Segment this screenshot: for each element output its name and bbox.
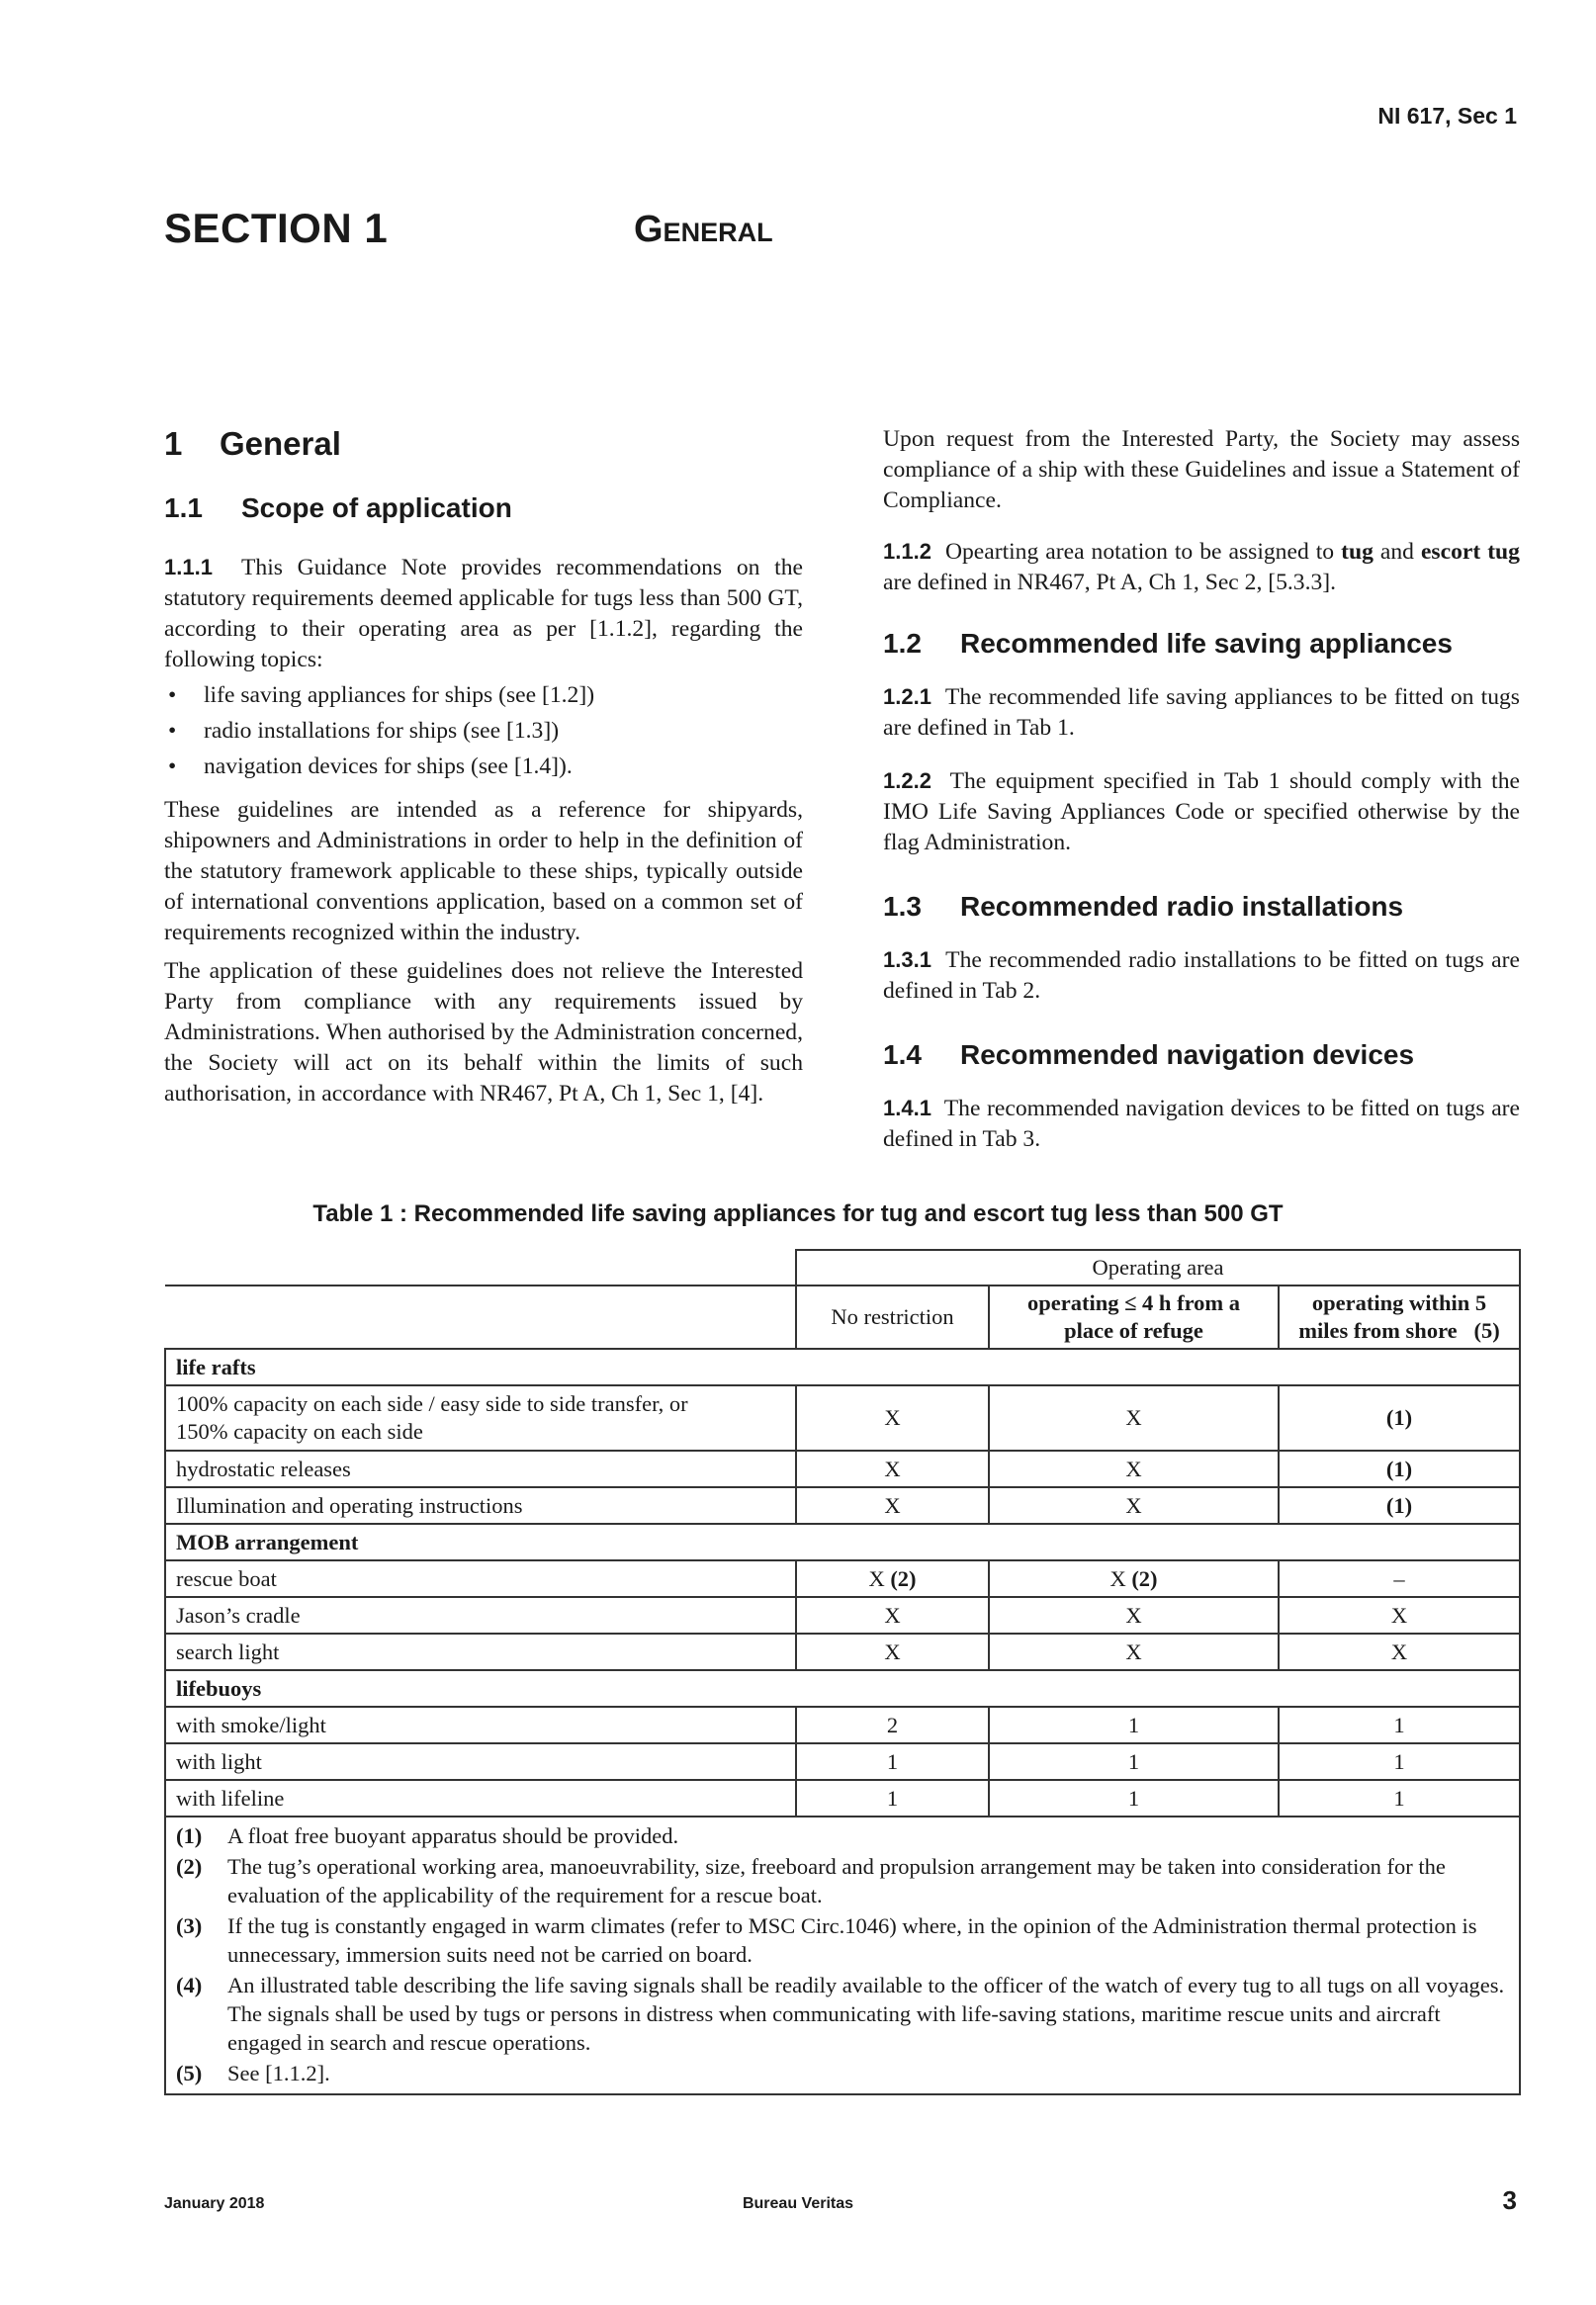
table-header-blank: [165, 1285, 796, 1349]
paragraph-statement-of-compliance: Upon request from the Interested Party, the Society may assess compliance of a ship with these Guidelines and issue a Statement of Compliance.: [883, 426, 1520, 513]
table-row: [165, 1634, 1520, 1670]
left-column: [164, 425, 803, 1109]
heading-1-number: 1: [164, 425, 183, 462]
topics-list: [164, 680, 803, 782]
table-note: [176, 1852, 1509, 1909]
row-label-line2: 150% capacity on each side: [176, 1419, 423, 1444]
table-row: [165, 1385, 1520, 1451]
paragraph-guidelines-purpose: These guidelines are intended as a reference for shipyards, shipowners and Administrations in order to help in the definition of the statutory framework applicable to these ships, typically outside of international conventions application, based on a common set of requirements recognized within the industry.: [164, 797, 803, 945]
cell-operating-5-miles: 1: [1279, 1780, 1520, 1817]
cell-no-restriction: 2: [796, 1707, 989, 1743]
table-header-row: [165, 1250, 1520, 1285]
row-label: Jason’s cradle: [165, 1597, 796, 1634]
row-label-line1: 100% capacity on each side / easy side to side transfer, or: [176, 1391, 688, 1416]
paragraph-1-1-2-number: 1.1.2: [883, 539, 931, 564]
cell-operating-5-miles: 1: [1279, 1743, 1520, 1780]
notation-escort-tug: escort tug: [1420, 539, 1520, 565]
table-note: [176, 1911, 1509, 1969]
notation-tug: tug: [1341, 539, 1374, 565]
cell-operating-5-miles: X: [1279, 1634, 1520, 1670]
note-text: An illustrated table describing the life saving signals shall be readily available to the officer of the watch of every tug to all tugs on all voyages. The signals shall be used by tugs or persons in distress when communicating with life-saving stations, maritime rescue units and aircraft engaged in search and rescue operations.: [227, 1973, 1505, 2055]
life-saving-appliances-table: [164, 1249, 1521, 2095]
header-operating-area: Operating area: [796, 1250, 1520, 1285]
paragraph-1-4-1: [883, 1093, 1520, 1155]
cell-operating-5-miles: 1: [1279, 1707, 1520, 1743]
list-item: • life saving appliances for ships (see [1.2]): [164, 680, 803, 711]
group-life-rafts: life rafts: [165, 1349, 1520, 1385]
paragraph-1-2-2-text: The equipment specified in Tab 1 should comply with the IMO Life Saving Appliances Code or specified otherwise by the flag Administration.: [883, 768, 1520, 855]
table-title: Table 1 : Recommended life saving appliances for tug and escort tug less than 500 GT: [312, 1200, 1284, 1227]
group-lifebuoys: lifebuoys: [165, 1670, 1520, 1707]
paragraph-1-1-1-number: 1.1.1: [164, 555, 213, 579]
paragraph-1-3-1-text: The recommended radio installations to be fitted on tugs are defined in Tab 2.: [883, 947, 1520, 1004]
row-label: [165, 1385, 796, 1451]
note-text: A float free buoyant apparatus should be provided.: [227, 1823, 679, 1848]
group-mob-arrangement: MOB arrangement: [165, 1524, 1520, 1560]
heading-1-4: [883, 1039, 1520, 1071]
heading-1-4-text: Recommended navigation devices: [960, 1039, 1415, 1070]
header-operating-5-miles-line2: miles from shore: [1298, 1318, 1458, 1343]
list-item: • radio installations for ships (see [1.3]): [164, 716, 803, 747]
cell-no-restriction: [796, 1560, 989, 1597]
header-operating-5-miles-line1: operating within 5: [1311, 1290, 1487, 1315]
table-header-blank: [165, 1250, 796, 1285]
cell-operating-4h: X: [989, 1385, 1279, 1451]
paragraph-1-2-1: [883, 681, 1520, 744]
table-row: [165, 1487, 1520, 1524]
cell-value: X: [1109, 1565, 1126, 1591]
header-operating-5-miles: [1279, 1285, 1520, 1349]
paragraph-1-2-2-number: 1.2.2: [883, 768, 931, 793]
heading-1-2-number: 1.2: [883, 628, 922, 659]
cell-operating-5-miles: X: [1279, 1597, 1520, 1634]
paragraph-application: The application of these guidelines does not relieve the Interested Party from compliance with any requirements issued by Administrations. When authorised by the Administration concerned, the Society will act on its behalf within the limits of such authorisation, in accordance with NR467, Pt A, Ch 1, Sec 1, [4].: [164, 958, 803, 1107]
paragraph-1-2-1-text: The recommended life saving appliances to be fitted on tugs are defined in Tab 1.: [883, 684, 1520, 741]
row-label: with lifeline: [165, 1780, 796, 1817]
cell-note-ref: (2): [890, 1565, 917, 1591]
cell-no-restriction: X: [796, 1385, 989, 1451]
row-label: with light: [165, 1743, 796, 1780]
heading-1-text: General: [220, 425, 341, 462]
cell-no-restriction: 1: [796, 1743, 989, 1780]
table-row: [165, 1560, 1520, 1597]
cell-no-restriction: X: [796, 1487, 989, 1524]
note-text: If the tug is constantly engaged in warm climates (refer to MSC Circ.1046) where, in the opinion of the Administration thermal protection is unnecessary, immersion suits need not be carried on board.: [227, 1913, 1477, 1967]
header-no-restriction: No restriction: [796, 1285, 989, 1349]
table-header-row: [165, 1285, 1520, 1349]
cell-operating-4h: X: [989, 1487, 1279, 1524]
table-notes: [165, 1817, 1520, 2094]
footer-organization: Bureau Veritas: [742, 2195, 854, 2212]
table-row: [165, 1743, 1520, 1780]
table-row: [165, 1597, 1520, 1634]
cell-no-restriction: 1: [796, 1780, 989, 1817]
cell-operating-5-miles: (1): [1279, 1451, 1520, 1487]
header-operating-4h-line2: place of refuge: [1064, 1318, 1203, 1343]
paragraph-1-1-2-text-b: are defined in NR467, Pt A, Ch 1, Sec 2, [5.3.3].: [883, 570, 1337, 595]
heading-1-1-text: Scope of application: [241, 492, 512, 523]
cell-no-restriction: X: [796, 1451, 989, 1487]
cell-operating-4h: X: [989, 1634, 1279, 1670]
row-label: Illumination and operating instructions: [165, 1487, 796, 1524]
table-row: [165, 1451, 1520, 1487]
note-id: (5): [176, 2061, 203, 2085]
table-note: [176, 1971, 1509, 2057]
note-id: (4): [176, 1973, 203, 1997]
heading-1-2: [883, 628, 1520, 660]
section-number-title: SECTION 1: [164, 205, 389, 251]
row-label: hydrostatic releases: [165, 1451, 796, 1487]
table-note: [176, 2059, 1509, 2087]
heading-1-3-number: 1.3: [883, 891, 922, 922]
table-group-row: [165, 1349, 1520, 1385]
note-id: (1): [176, 1823, 203, 1848]
header-reference: NI 617, Sec 1: [1377, 103, 1517, 129]
row-label: search light: [165, 1634, 796, 1670]
footer-date: January 2018: [164, 2195, 265, 2212]
heading-1-4-number: 1.4: [883, 1039, 922, 1070]
cell-no-restriction: X: [796, 1634, 989, 1670]
table-note: [176, 1821, 1509, 1850]
paragraph-1-1-2-and: and: [1379, 539, 1414, 565]
section-name-title: General: [634, 209, 773, 250]
paragraph-1-3-1: [883, 944, 1520, 1007]
table-group-row: [165, 1524, 1520, 1560]
paragraph-1-3-1-number: 1.3.1: [883, 947, 931, 972]
cell-operating-5-miles: (1): [1279, 1385, 1520, 1451]
heading-1-1-number: 1.1: [164, 492, 203, 523]
cell-operating-4h: X: [989, 1451, 1279, 1487]
table-notes-row: [165, 1817, 1520, 2094]
list-item: • navigation devices for ships (see [1.4]).: [164, 752, 803, 782]
cell-operating-5-miles: –: [1279, 1560, 1520, 1597]
note-text: The tug’s operational working area, manoeuvrability, size, freeboard and propulsion arrangement may be taken into consideration for the evaluation of the applicability of the requirement for a rescue boat.: [227, 1854, 1446, 1907]
paragraph-1-2-2: [883, 765, 1520, 858]
cell-operating-4h: [989, 1560, 1279, 1597]
table-group-row: [165, 1670, 1520, 1707]
paragraph-1-1-2-text-a: Opearting area notation to be assigned to: [944, 539, 1335, 565]
table-row: [165, 1780, 1520, 1817]
row-label: rescue boat: [165, 1560, 796, 1597]
heading-1-2-text: Recommended life saving appliances: [960, 628, 1453, 659]
page-number: 3: [1502, 2185, 1517, 2215]
paragraph-1-1-2: [883, 536, 1520, 598]
note-text: See [1.1.2].: [227, 2061, 330, 2085]
header-operating-4h: [989, 1285, 1279, 1349]
heading-1: [164, 425, 803, 463]
paragraph-1-1-1: [164, 552, 803, 675]
header-operating-4h-line1: operating ≤ 4 h from a: [1026, 1290, 1241, 1315]
heading-1-3: [883, 891, 1520, 923]
cell-no-restriction: X: [796, 1597, 989, 1634]
row-label: with smoke/light: [165, 1707, 796, 1743]
paragraph-1-4-1-text: The recommended navigation devices to be fitted on tugs are defined in Tab 3.: [883, 1096, 1520, 1152]
paragraph-1-4-1-number: 1.4.1: [883, 1096, 931, 1120]
note-id: (3): [176, 1913, 203, 1938]
cell-operating-4h: 1: [989, 1743, 1279, 1780]
paragraph-1-2-1-number: 1.2.1: [883, 684, 931, 709]
cell-operating-4h: 1: [989, 1780, 1279, 1817]
header-note-ref: (5): [1473, 1318, 1500, 1343]
table-row: [165, 1707, 1520, 1743]
cell-operating-5-miles: (1): [1279, 1487, 1520, 1524]
cell-note-ref: (2): [1131, 1565, 1158, 1591]
heading-1-3-text: Recommended radio installations: [960, 891, 1404, 922]
cell-operating-4h: X: [989, 1597, 1279, 1634]
heading-1-1: [164, 492, 803, 524]
note-id: (2): [176, 1854, 203, 1879]
cell-operating-4h: 1: [989, 1707, 1279, 1743]
right-column: [883, 425, 1520, 1155]
cell-value: X: [868, 1565, 885, 1591]
paragraph-1-1-1-text: This Guidance Note provides recommendations on the statutory requirements deemed applicable for tugs less than 500 GT, according to their operating area as per [1.1.2], regarding the following topics:: [164, 555, 803, 672]
